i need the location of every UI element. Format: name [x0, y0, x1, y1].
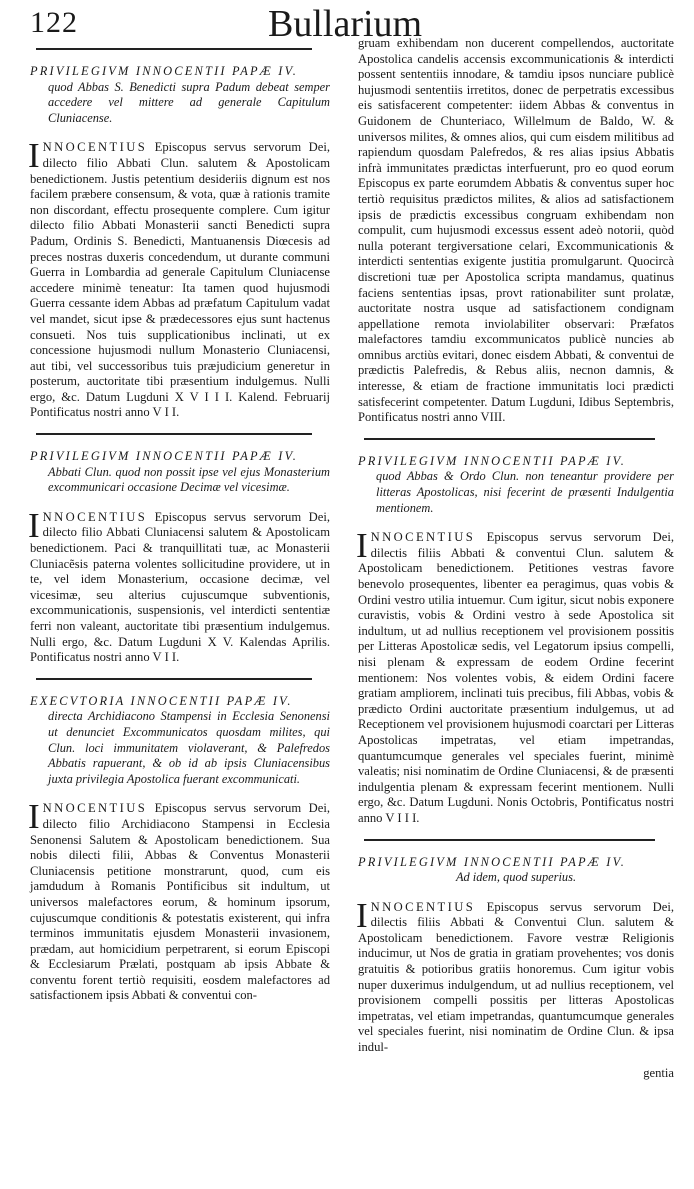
- heading-summary: Ad idem, quod superius.: [455, 870, 577, 885]
- body-paragraph: [356, 895, 674, 1056]
- section-heading: [30, 449, 330, 496]
- lead-word: NNOCENTIUS: [370, 899, 476, 914]
- heading-title: PRIVILEGIVM INNOCENTII PAPÆ IV.: [358, 854, 627, 869]
- section-divider: [36, 678, 312, 680]
- section-divider: [36, 48, 312, 50]
- catchword: gentia: [643, 1065, 674, 1080]
- lead-word: NNOCENTIUS: [370, 530, 476, 545]
- right-column: [358, 36, 674, 1081]
- section-divider: [364, 438, 655, 440]
- running-title: Bullarium: [268, 3, 423, 45]
- body-paragraph: [28, 505, 330, 666]
- section-heading: [30, 694, 330, 788]
- section-heading: [358, 454, 674, 516]
- paragraph-text: Episcopus servus servorum Dei, dilecto filio Abbati Clun. salutem & Apostolicam benedictionem. Justis petentium desideriis dignum est nos facilem præbere consensum, & vota, quæ à rationis tramite non discordant, effectu prosequente complere. Cum igitur dilecto filio Abbati Monasterii sancti Benedicti supra Padum, Ordinis S. Benedicti, Mantuanensis Diœcesis ad preces nostras duxeris concedendum, ut durante communi Guerra in Lombardia ad generale Capitulum Cluniacense accedere minimè teneatur: Ita tamen quod hujusmodi Guerra cessante idem Abbas ad præfatum Capitulum vadat vel mandet, sicut ipse & prædecessores ejus sunt hactenus consueti. Nos tuis supplicationibus inclinati, ut ex concessione hujusmodi nullum Monasterio Cluniacensi, aut tibi, vel successoribus tuis præjudicium generetur in posterum, auctoritate tibi præsentium indulgemus. Nulli ergo, &c. Datum Lugduni X V I I I. Kalend. Februarij Pontificatus nostri anno V I I.: [30, 140, 330, 420]
- section-heading: [30, 64, 330, 126]
- paragraph-text: Episcopus servus servorum Dei, dilecto filio Archidiacono Stampensi in Ecclesia Senonensi Salutem & Apostolicam benedictionem. Sua nobis dilecti filii, Abbas & Conventus Monasterii Cluniacensis petitione monstrarunt, quod, cum eis jamdudum à Romanis Pontificibus sit indultum, ut universos malefactores eorum, & hominum ipsorum, cujuscumque conditionis & potestatis existerent, qui infra terminos immunitatis ejusdem Monasterii invasionem, prædam, aut homicidium perpetrarent, si eorum Episcopi & Ecclesiarum Prælati, postquam ab ipsis Abbate & conventu forent tertiò requisiti, eosdem malefactores ad satisfactionem ipsis Abbati & conventui con-: [30, 801, 330, 1003]
- heading-summary: directa Archidiacono Stampensi in Ecclesia Senonensi ut denunciet Excommunicatos quosdam milites, qui Clun. loci immunitatem violaverant, & Palefredos Abbatis rapuerant, & ob id ab ipsis Cluniacensibus juxta privilegia Apostolica fuerant excommunicati.: [48, 709, 330, 786]
- heading-title: PRIVILEGIVM INNOCENTII PAPÆ IV.: [30, 449, 299, 464]
- heading-title: PRIVILEGIVM INNOCENTII PAPÆ IV.: [30, 64, 299, 78]
- heading-summary: quod Abbas & Ordo Clun. non teneantur providere per litteras Apostolicas, nisi fecerint de præsenti Indulgentia mentionem.: [376, 469, 674, 515]
- body-paragraph: [356, 526, 674, 826]
- body-paragraph: [28, 797, 330, 1004]
- page-number: 122: [30, 6, 78, 39]
- drop-cap: I: [28, 797, 40, 837]
- lead-word: NNOCENTIUS: [42, 509, 148, 524]
- drop-cap: I: [28, 505, 40, 545]
- section-divider: [36, 433, 312, 435]
- heading-summary: quod Abbas S. Benedicti supra Padum debeat semper accedere vel mittere ad generale Capitulum Cluniacense.: [48, 79, 330, 125]
- lead-word: NNOCENTIUS: [42, 801, 148, 816]
- continuation-paragraph: gruam exhibendam non ducerent compellendos, auctoritate Apostolica candelis accensis excommunicationis & interdicti possent sententiis innodare, & tamdiu ipsos nunciare publicè hujusmodi sententiis irretitos, donec de perpetratis excessibus eis satisfacerent competenter: iidem Abbas & conventus in Guidonem de Chunteriaco, Willelmum de Baldo, W. & universos milites, & omnes alios, qui cum eisdem militibus ad rapiendum quosdam Palefredos, & res alias ipsius Abbatis infrà immunitates prædictas interfuerunt, pro eo quod eorum Episcopus ex parte eorumdem Abbatis & conventus super hoc tertiò requisitus prædictos milites, & alios ad satisfactionem ipsis de prædictis excessibus congruam exhibendam non compulit, cum hujusmodi excessus essent adeò notorii, quòd nulla poterant tergiversatione celari, Excommunicationis & interdicti sententias exigente justitia promulgarunt. Quocircà discretioni tuæ per Apostolica scripta mandamus, quatinus faciens sententias ipsas, provt rationabiliter sunt prolatæ, auctoritate nostra usque ad satisfactionem condignam appellatione remota inviolabiliter observari: Præfatos malefactores tamdiu excommunicatos publicè nuncies ab omnibus arctiùs evitari, donec eisdem Abbati, & conventui de prædictis Palefredis, & Rebus aliis, necnon damnis, & interesse, & etiam de fractione immunitatis loci prædicti satisfecerint competenter. Datum Lugduni, Idibus Septembris, Pontificatus nostri anno VIII.: [358, 36, 674, 425]
- section-heading: [358, 855, 674, 886]
- paragraph-text: Episcopus servus servorum Dei, dilecto filio Abbati Cluniacensi salutem & Apostolicam benedictionem. Paci & tranquillitati tuæ, ac Monasterii Cluniacẽsis paterna volentes sollicitudine providere, ut in te, vel idem Monasterium, occasione decimæ, vel vicesimæ, seu alterius cujuscumque subventionis, excommunicationis, suspensionis, vel interdicti sententiæ ferri non valeant, auctoritate tibi præsentium indulgemus. Nulli ergo, &c. Datum Lugduni X V. Kalendas Aprilis. Pontificatus nostri anno V I I.: [30, 509, 330, 665]
- heading-title: PRIVILEGIVM INNOCENTII PAPÆ IV.: [358, 453, 627, 468]
- left-column: [30, 48, 330, 1014]
- drop-cap: I: [356, 526, 368, 566]
- paragraph-text: Episcopus servus servorum Dei, dilectis filiis Abbati & conventui Clun. salutem & Apostolicam benedictionem. Petitiones vestras favore benevolo prosequentes, libenter ea peragimus, quas vobis & Ordini vestro utilia intuemur. Cum igitur, sicut nobis exponere curavistis, vobis & Ordini vestro à sede Apostolica sit indultum, ut ad nullius receptionem vel provisionem possitis per Litteras Apostolicæ sedis, vel Legatorum ipsius compelli, nisi plenam & expressam de eodem Ordine fecerint mentionem: Nos volentes vobis, & eidem Ordini facere gratiam ampliorem, inclinati tuis precibus, fili Abbas, vobis & prædicto Ordini auctoritate præsentium indulgemus, ut ad Receptionem vel provisionem hujusmodi coarctari per Litteras Apostolicas impetratas, vel etiam impetrandas, quantumcumque generales vel speciales fuerint, minimè valeatis; nisi nominatim de Ordine Cluniacensi, & de præsenti indulgentia plenam & expressam fecerint mentionem. Nulli ergo, &c. Datum Lugduni. Nonis Octobris, Pontificatus nostri anno V I I I.: [358, 530, 674, 825]
- drop-cap: I: [28, 136, 40, 176]
- drop-cap: I: [356, 895, 368, 935]
- heading-title: EXECVTORIA INNOCENTII PAPÆ IV.: [30, 693, 293, 708]
- section-divider: [364, 839, 655, 841]
- lead-word: NNOCENTIUS: [42, 140, 148, 155]
- heading-summary: Abbati Clun. quod non possit ipse vel ejus Monasterium excommunicari occasione Decimæ vel vicesimæ.: [48, 464, 330, 495]
- body-paragraph: [28, 136, 330, 421]
- paragraph-text: Episcopus servus servorum Dei, dilectis filiis Abbati & Conventui Clun. salutem & Apostolicam benedictionem. Favore vestræ Religionis inducimur, ut Nos de gratia in gratiam provehentes; vos donis gratuitis & potioribus gratiis honoremus. Cum igitur vobis nuper duxerimus indulgendum, ut ad nullius receptionem, vel provisionem compelli possitis per litteras Apostolicas impetratas, vel etiam impetrandas, quantumcumque generales vel speciales fuerint, nisi nominatim de Ordine Clun. & ipsa indul-: [358, 899, 674, 1055]
